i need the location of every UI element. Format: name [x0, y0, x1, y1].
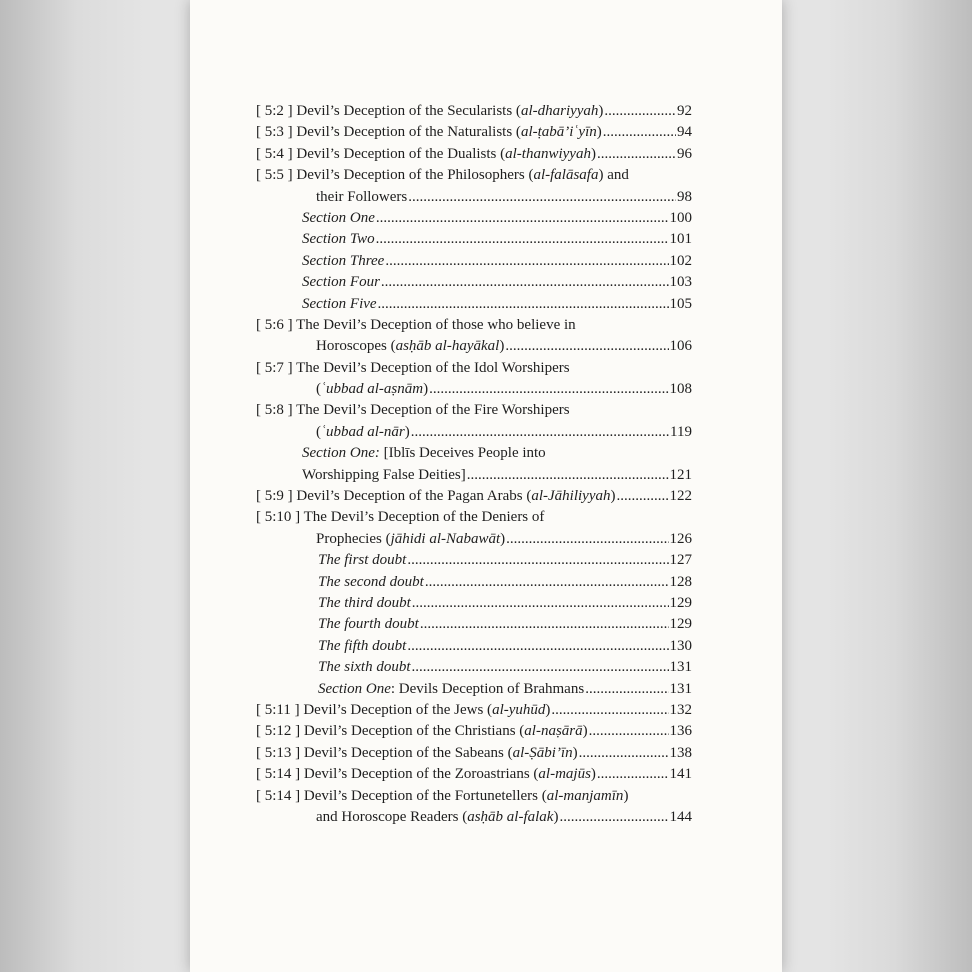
toc-entry-title: and Horoscope Readers (asḥāb al-falak) — [316, 808, 559, 825]
toc-entry — [256, 550, 692, 571]
toc-entry-title: The first doubt — [318, 552, 407, 569]
toc-entry — [256, 593, 692, 614]
toc-entry — [256, 336, 692, 357]
toc-entry-title: Section Two — [302, 231, 375, 248]
page-number: 129 — [669, 594, 692, 611]
toc-entry-title: The sixth doubt — [318, 659, 411, 676]
toc-entry — [256, 229, 692, 250]
leader-dots — [429, 379, 668, 400]
toc-entry-title: [ 5:5 ] Devil’s Deception of the Philosophers (al-falāsafa) and — [256, 167, 629, 184]
page-number: 131 — [669, 680, 692, 697]
toc-entry — [256, 443, 692, 464]
toc-entry — [256, 743, 692, 764]
toc-entry-title: Prophecies (jāhidi al-Nabawāt) — [316, 530, 506, 547]
toc-entry — [256, 636, 692, 657]
page-number: 119 — [670, 423, 692, 440]
leader-dots — [425, 572, 669, 593]
toc-entry — [256, 679, 692, 700]
leader-dots — [589, 721, 669, 742]
toc-entry — [256, 700, 692, 721]
leader-dots — [559, 807, 668, 828]
toc-entry — [256, 187, 692, 208]
toc-entry — [256, 294, 692, 315]
leader-dots — [407, 550, 668, 571]
toc-entry — [256, 251, 692, 272]
toc-entry-title: [ 5:7 ] The Devil’s Deception of the Idol Worshipers — [256, 359, 570, 376]
page-number: 131 — [669, 659, 692, 676]
page-number: 122 — [669, 488, 692, 505]
leader-dots — [467, 465, 669, 486]
page-number: 136 — [669, 723, 692, 740]
toc-entry — [256, 486, 692, 507]
toc-entry-title: [ 5:10 ] The Devil’s Deception of the Deniers of — [256, 509, 545, 526]
toc-entry — [256, 400, 692, 421]
toc-entry-title: Horoscopes (asḥāb al-hayākal) — [316, 338, 505, 355]
page-number: 101 — [669, 231, 692, 248]
page-number: 130 — [669, 637, 692, 654]
page-number: 121 — [669, 466, 692, 483]
toc-entry — [256, 315, 692, 336]
leader-dots — [412, 657, 669, 678]
leader-dots — [420, 614, 669, 635]
leader-dots — [585, 679, 668, 700]
leader-dots — [408, 187, 676, 208]
toc-entry — [256, 786, 692, 807]
toc-entry — [256, 465, 692, 486]
leader-dots — [597, 764, 669, 785]
toc-entry — [256, 572, 692, 593]
leader-dots — [579, 743, 669, 764]
page-number: 103 — [669, 274, 692, 291]
leader-dots — [407, 636, 668, 657]
leader-dots — [597, 144, 676, 165]
toc-entry — [256, 422, 692, 443]
leader-dots — [376, 208, 669, 229]
toc-entry-title: [ 5:13 ] Devil’s Deception of the Sabeans (al-Ṣābi’īn) — [256, 744, 578, 761]
page-number: 141 — [669, 766, 692, 783]
leader-dots — [551, 700, 668, 721]
page-number: 106 — [669, 338, 692, 355]
toc-entry-title: The fifth doubt — [318, 637, 407, 654]
toc-entry-title: [ 5:11 ] Devil’s Deception of the Jews (al-yuhūd) — [256, 701, 551, 718]
page-number: 108 — [669, 381, 692, 398]
page-number: 132 — [669, 701, 692, 718]
page-number: 98 — [677, 188, 692, 205]
toc-entry — [256, 144, 692, 165]
toc-entry-title: [ 5:8 ] The Devil’s Deception of the Fire Worshipers — [256, 402, 570, 419]
toc-entry — [256, 807, 692, 828]
toc-entry-title: [ 5:9 ] Devil’s Deception of the Pagan Arabs (al-Jāhiliyyah) — [256, 488, 616, 505]
toc-entry — [256, 272, 692, 293]
leader-dots — [376, 229, 669, 250]
table-of-contents — [256, 101, 692, 828]
toc-entry-title: (ʿubbad al-aṣnām) — [316, 381, 429, 398]
page-number: 128 — [669, 573, 692, 590]
leader-dots — [381, 272, 669, 293]
toc-entry — [256, 507, 692, 528]
leader-dots — [412, 593, 669, 614]
leader-dots — [378, 294, 669, 315]
page-number: 126 — [669, 530, 692, 547]
toc-entry — [256, 358, 692, 379]
toc-entry — [256, 614, 692, 635]
toc-entry — [256, 208, 692, 229]
toc-entry-title: Section Four — [302, 274, 380, 291]
page-number: 102 — [669, 252, 692, 269]
toc-entry-title: The second doubt — [318, 573, 424, 590]
toc-entry-title: Worshipping False Deities] — [302, 466, 466, 483]
toc-entry — [256, 379, 692, 400]
page-number: 129 — [669, 616, 692, 633]
page-number: 105 — [669, 295, 692, 312]
leader-dots — [411, 422, 669, 443]
toc-entry — [256, 657, 692, 678]
leader-dots — [604, 101, 676, 122]
toc-entry-title: [ 5:3 ] Devil’s Deception of the Naturalists (al-ṭabā’iʿyīn) — [256, 124, 602, 141]
toc-entry — [256, 122, 692, 143]
page-number: 96 — [677, 145, 692, 162]
toc-entry-title: Section Three — [302, 252, 385, 269]
leader-dots — [617, 486, 669, 507]
toc-entry — [256, 101, 692, 122]
toc-entry-title: [ 5:12 ] Devil’s Deception of the Christians (al-naṣārā) — [256, 723, 588, 740]
toc-entry-title: [ 5:14 ] Devil’s Deception of the Fortunetellers (al-manjamīn) — [256, 787, 629, 804]
page-number: 144 — [669, 808, 692, 825]
toc-entry — [256, 165, 692, 186]
leader-dots — [506, 529, 668, 550]
page-number: 94 — [677, 124, 692, 141]
page-number: 100 — [669, 209, 692, 226]
toc-entry — [256, 721, 692, 742]
toc-entry-title: The third doubt — [318, 594, 411, 611]
leader-dots — [385, 251, 668, 272]
page-number: 92 — [677, 103, 692, 119]
toc-entry-title: Section Five — [302, 295, 377, 312]
toc-entry-title: [ 5:4 ] Devil’s Deception of the Dualists (al-thanwiyyah) — [256, 145, 596, 162]
toc-entry-title: their Followers — [316, 188, 408, 205]
leader-dots — [505, 336, 668, 357]
toc-entry-title: [ 5:6 ] The Devil’s Deception of those who believe in — [256, 316, 576, 333]
toc-entry-title: Section One: Devils Deception of Brahmans — [318, 680, 585, 697]
toc-entry — [256, 764, 692, 785]
toc-entry-title: Section One — [302, 209, 375, 226]
toc-entry-title: The fourth doubt — [318, 616, 419, 633]
page-number: 127 — [669, 552, 692, 569]
leader-dots — [603, 122, 676, 143]
toc-entry-title: [ 5:2 ] Devil’s Deception of the Secularists (al-dhariyyah) — [256, 103, 604, 119]
toc-entry-title: (ʿubbad al-nār) — [316, 423, 410, 440]
toc-entry-title: [ 5:14 ] Devil’s Deception of the Zoroastrians (al-majūs) — [256, 766, 596, 783]
page-number: 138 — [669, 744, 692, 761]
toc-entry — [256, 529, 692, 550]
toc-entry-title: Section One: [Iblīs Deceives People into — [302, 445, 546, 462]
